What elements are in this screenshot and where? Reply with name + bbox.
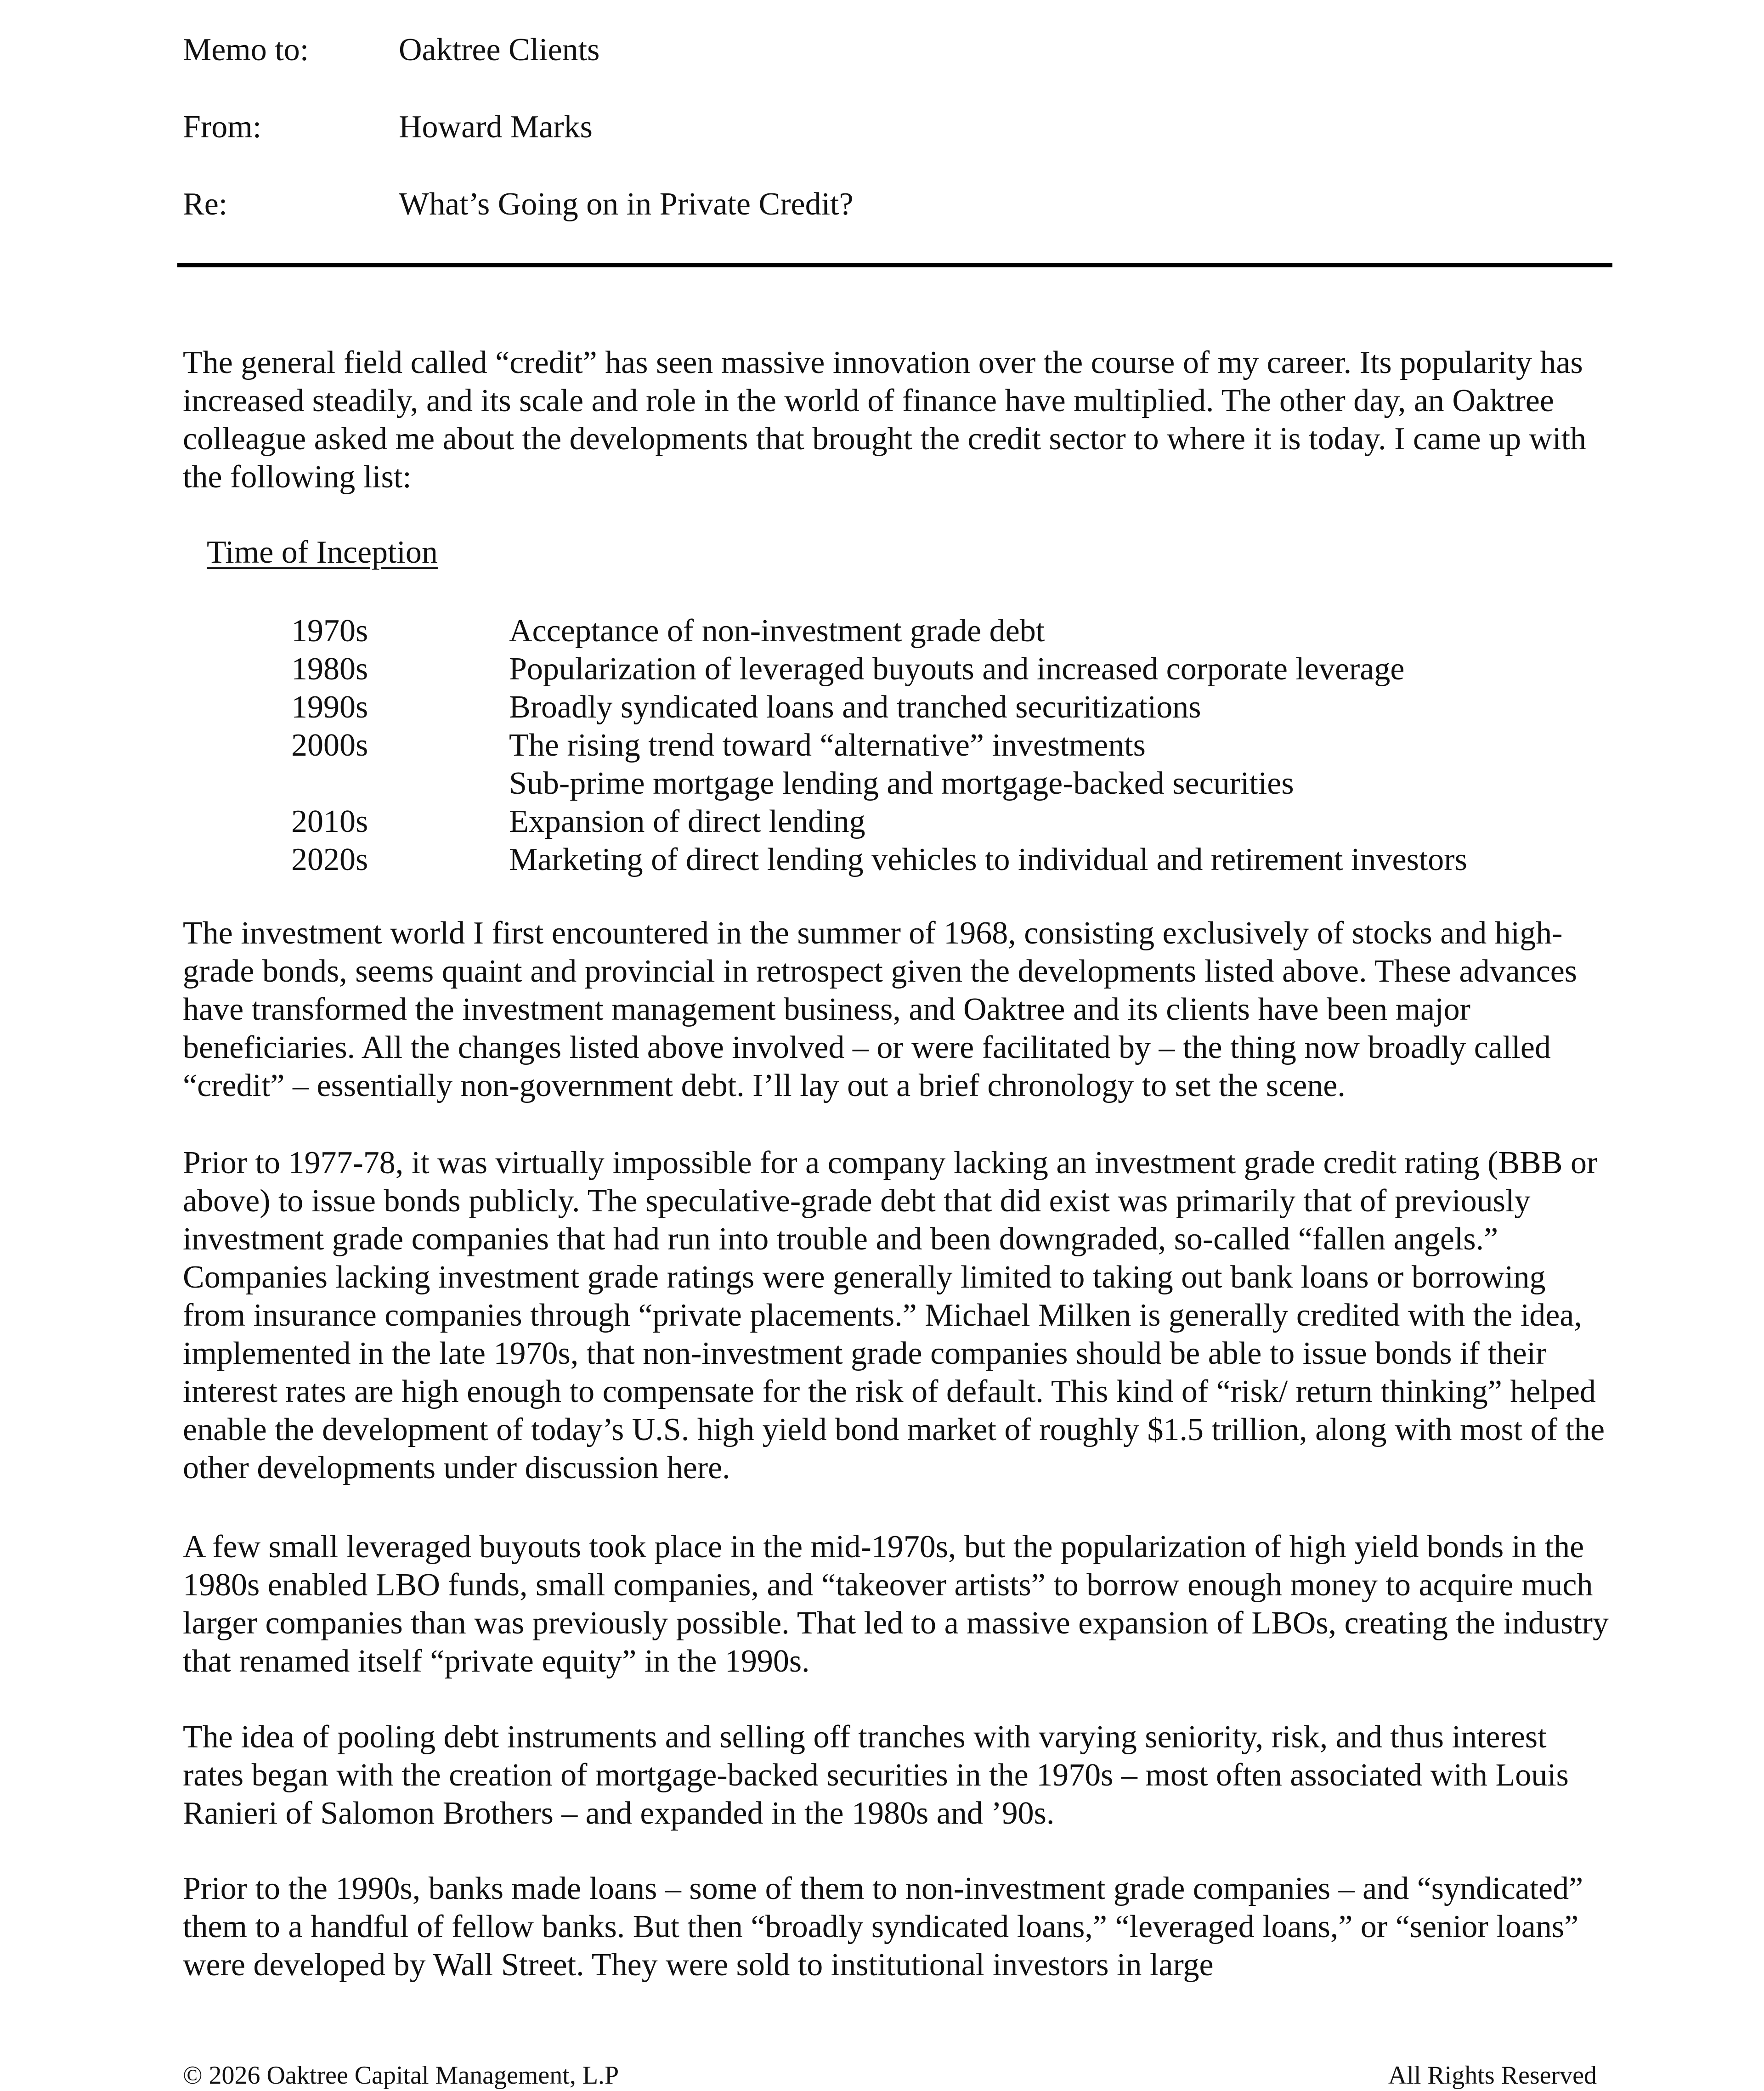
timeline-description: The rising trend toward “alternative” investments (509, 728, 1146, 763)
memo-re-label: Re: (183, 186, 228, 222)
footer-copyright: © 2026 Oaktree Capital Management, L.P (183, 2061, 619, 2090)
timeline-row (291, 802, 1623, 841)
paragraph-pooling-debt: The idea of pooling debt instruments and selling off tranches with varying seniority, risk, and thus interest rates began with the creation of mortgage-backed securities in the 1970s – most often associated with Louis Ranieri of Salomon Brothers – and expanded in the 1980s and ’90s. (183, 1719, 1569, 1831)
timeline-description: Acceptance of non-investment grade debt (509, 613, 1045, 649)
timeline-row (291, 841, 1623, 879)
footer-rights: All Rights Reserved (1388, 2061, 1597, 2090)
memo-to-label: Memo to: (183, 32, 309, 68)
paragraph-leveraged-buyouts: A few small leveraged buyouts took place in the mid-1970s, but the popularization of high yield bonds in the 1980s enabled LBO funds, small companies, and “takeover artists” to borrow enough money to acquire much larger companies than was previously possible. That led to a massive expansion of LBOs, creating the industry that renamed itself “private equity” in the 1990s. (183, 1529, 1609, 1679)
timeline-year: 2020s (291, 842, 368, 877)
timeline-description: Expansion of direct lending (509, 804, 865, 839)
timeline-row (291, 612, 1623, 650)
timeline-year: 1980s (291, 651, 368, 687)
timeline-description: Sub-prime mortgage lending and mortgage-backed securities (509, 766, 1294, 801)
timeline-heading: Time of Inception (207, 535, 438, 570)
memo-to-value: Oaktree Clients (399, 32, 600, 68)
timeline-row (291, 688, 1623, 726)
paragraph-intro: The general field called “credit” has seen massive innovation over the course of my career. Its popularity has increased steadily, and its scale and role in the world of finance have multiplied. The other day, an Oaktree colleague asked me about the developments that brought the credit sector to where it is today. I came up with the following list: (183, 345, 1587, 495)
timeline-row (291, 764, 1623, 802)
header-divider (177, 263, 1612, 267)
timeline-row (291, 650, 1623, 688)
paragraph-investment-world: The investment world I first encountered in the summer of 1968, consisting exclusively of stocks and high-grade bonds, seems quaint and provincial in retrospect given the developments listed above. These advances have transformed the investment management business, and Oaktree and its clients have been major beneficiaries. All the changes listed above involved – or were facilitated by – the thing now broadly called “credit” – essentially non-government debt. I’ll lay out a brief chronology to set the scene. (183, 916, 1577, 1103)
timeline-year: 2000s (291, 728, 368, 763)
memo-from-label: From: (183, 109, 262, 145)
memo-re-value: What’s Going on in Private Credit? (399, 186, 854, 222)
memo-from-value: Howard Marks (399, 109, 593, 145)
timeline-row (291, 726, 1623, 764)
timeline-description: Marketing of direct lending vehicles to individual and retirement investors (509, 842, 1467, 877)
timeline-list (291, 612, 1623, 879)
timeline-year: 1970s (291, 613, 368, 649)
paragraph-syndicated-loans: Prior to the 1990s, banks made loans – some of them to non-investment grade companies – and “syndicated” them to a handful of fellow banks. But then “broadly syndicated loans,” “leveraged loans,” or “senior loans” were developed by Wall Street. They were sold to institutional investors in large (183, 1871, 1583, 1983)
timeline-description: Popularization of leveraged buyouts and increased corporate leverage (509, 651, 1405, 687)
paragraph-prior-1977: Prior to 1977-78, it was virtually impossible for a company lacking an investment grade credit rating (BBB or above) to issue bonds publicly. The speculative-grade debt that did exist was primarily that of previously investment grade companies that had run into trouble and been downgraded, so-called “fallen angels.” Companies lacking investment grade ratings were generally limited to taking out bank loans or borrowing from insurance companies through “private placements.” Michael Milken is generally credited with the idea, implemented in the late 1970s, that non-investment grade companies should be able to issue bonds if their interest rates are high enough to compensate for the risk of default. This kind of “risk/ return thinking” helped enable the development of today’s U.S. high yield bond market of roughly $1.5 trillion, along with most of the other developments under discussion here. (183, 1145, 1605, 1486)
timeline-year: 2010s (291, 804, 368, 839)
timeline-description: Broadly syndicated loans and tranched securitizations (509, 689, 1201, 725)
timeline-year: 1990s (291, 689, 368, 725)
